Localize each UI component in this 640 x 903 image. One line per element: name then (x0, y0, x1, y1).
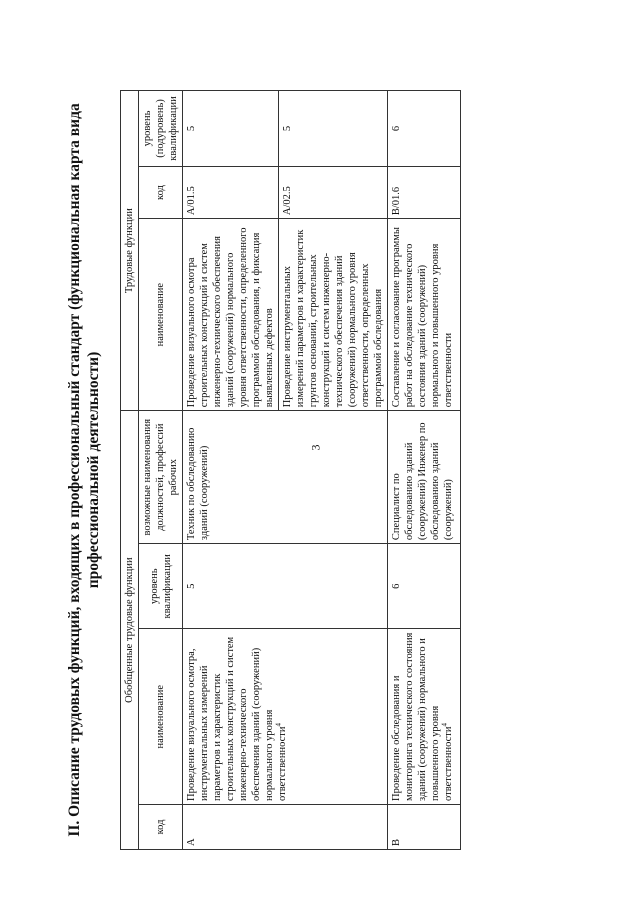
cell-function-code-b01: B/01.6 (388, 166, 461, 218)
header-code: код (139, 804, 183, 849)
cell-name-a (183, 629, 388, 805)
footnote-marker-a: 4 (274, 723, 283, 727)
header-qualification-level: уровень квалификации (139, 544, 183, 629)
cell-function-level-a02: 5 (279, 91, 388, 167)
cell-code-b: B (388, 804, 461, 849)
cell-level-a: 5 (183, 544, 388, 629)
header-function-level: уровень (подуровень) квалификации (139, 91, 183, 167)
table-row-a (183, 91, 279, 850)
cell-name-b (388, 629, 461, 805)
table-row-b (388, 91, 461, 850)
header-labor-functions: Трудовые функции (121, 91, 139, 411)
functional-map-table (120, 90, 461, 850)
section-title-line-1: II. Описание трудовых функций, входящих в профессиональный стандарт (функциональная карта вида (66, 103, 83, 837)
footnote-marker-b: 4 (440, 723, 449, 727)
header-generalized-functions: Обобщенные трудовые функции (121, 411, 139, 850)
header-positions: возможные наименования должностей, профессий рабочих (139, 411, 183, 544)
cell-name-a-text: Проведение визуального осмотра, инструментальных измерений параметров и характеристик строительных конструкций и систем инженерно-технического обеспечения зданий (сооружений) нормального уровня ответственности (186, 636, 288, 801)
cell-positions-b: Специалист по обследованию зданий (сооружений) Инженер по обследованию зданий (сооружений) (388, 411, 461, 544)
header-group-row (121, 91, 139, 850)
cell-function-name-b01: Составление и согласование программы работ на обследование технического состояния зданий (сооружений) нормального и повышенного уровня ответственности (388, 219, 461, 411)
cell-name-b-text: Проведение обследования и мониторинга технического состояния зданий (сооружений) нормального и повышенного уровня ответственности (391, 632, 454, 801)
header-function-code: код (139, 166, 183, 218)
header-columns-row (139, 91, 183, 850)
header-function-name: наименование (139, 219, 183, 411)
cell-function-name-a01: Проведение визуального осмотра строительных конструкций и систем инженерно-технического обеспечения зданий (сооружений) нормального уровня ответственности, определенного программой обследования, и фиксация выявленных дефектов (183, 219, 279, 411)
section-title-line-2: профессиональной деятельности) (85, 351, 102, 589)
cell-function-code-a01: A/01.5 (183, 166, 279, 218)
section-title (60, 90, 120, 850)
cell-function-name-a02: Проведение инструментальных измерений параметров и характеристик грунтов оснований, строительных конструкций и систем инженерно-технического обеспечения зданий (сооружений) нормального уровня ответственности, определенных программой обследования (279, 219, 388, 411)
cell-function-level-b01: 6 (388, 91, 461, 167)
rotated-page-content (60, 90, 580, 850)
cell-function-code-a02: A/02.5 (279, 166, 388, 218)
cell-code-a: A (183, 804, 388, 849)
page-number: 3 (308, 444, 323, 451)
cell-function-level-a01: 5 (183, 91, 279, 167)
cell-positions-a: Техник по обследованию зданий (сооружений) (183, 411, 388, 544)
header-name: наименование (139, 629, 183, 805)
cell-level-b: 6 (388, 544, 461, 629)
